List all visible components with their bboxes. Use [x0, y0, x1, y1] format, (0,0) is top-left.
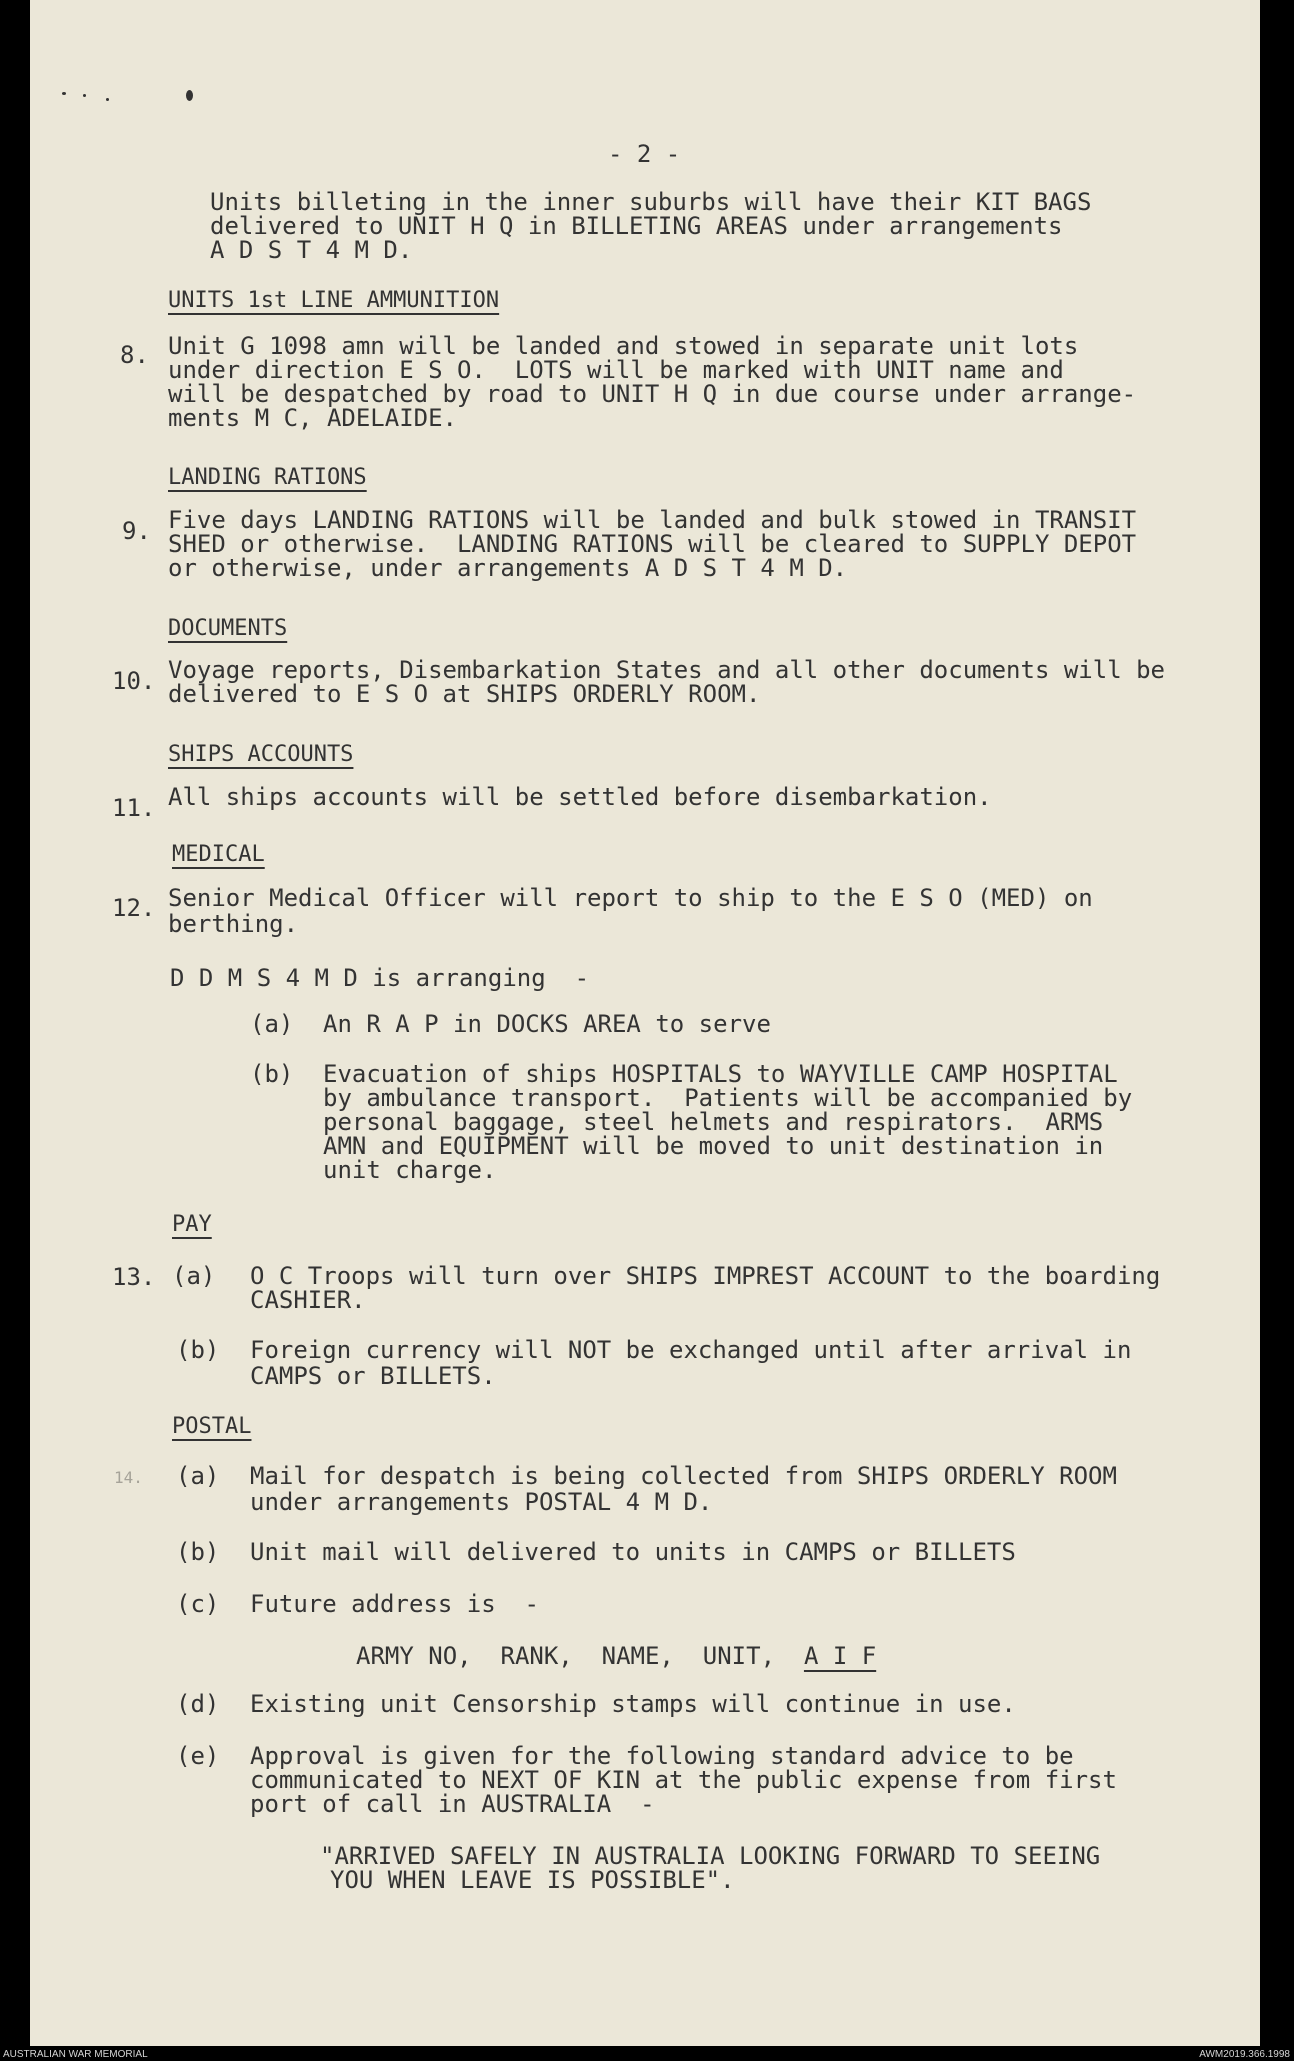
ink-speck	[62, 92, 66, 95]
paragraph-line: under direction E S O. LOTS will be marked with UNIT name and	[168, 356, 1064, 384]
item-label: (e)	[176, 1742, 220, 1770]
paragraph-line: Voyage reports, Disembarkation States and all other documents will be	[168, 656, 1165, 684]
item-label: (c)	[176, 1590, 220, 1618]
item-line: O C Troops will turn over SHIPS IMPREST ACCOUNT to the boarding	[250, 1262, 1161, 1290]
intro-line: Units billeting in the inner suburbs will have their KIT BAGS	[210, 188, 1092, 216]
item-line: by ambulance transport. Patients will be accompanied by	[323, 1084, 1133, 1112]
section-heading: PAY	[172, 1212, 212, 1237]
paragraph-number: 12.	[112, 894, 156, 922]
address-aif: A I F	[803, 1642, 877, 1670]
quote-line: YOU WHEN LEAVE IS POSSIBLE".	[330, 1866, 735, 1894]
item-line: personal baggage, steel helmets and respirators. ARMS	[323, 1108, 1104, 1136]
item-label: (a)	[172, 1262, 216, 1290]
quote-line: "ARRIVED SAFELY IN AUSTRALIA LOOKING FORWARD TO SEEING	[320, 1842, 1101, 1870]
intro-line: delivered to UNIT H Q in BILLETING AREAS under arrangements	[210, 212, 1063, 240]
footer-institution: AUSTRALIAN WAR MEMORIAL	[3, 2049, 148, 2060]
paragraph-number: 11.	[112, 794, 156, 822]
paragraph-line: SHED or otherwise. LANDING RATIONS will be cleared to SUPPLY DEPOT	[168, 530, 1137, 558]
paragraph-line: berthing.	[168, 910, 299, 938]
item-line: Existing unit Censorship stamps will continue in use.	[250, 1690, 1016, 1718]
paragraph-line: will be despatched by road to UNIT H Q in due course under arrange-	[168, 380, 1137, 408]
section-heading: MEDICAL	[172, 842, 265, 867]
footer-reference: AWM2019.366.1998	[1199, 2049, 1290, 2060]
arranging-line: D D M S 4 M D is arranging -	[170, 964, 590, 992]
item-line: Future address is -	[250, 1590, 539, 1618]
item-label: (b)	[176, 1538, 220, 1566]
item-line: Mail for despatch is being collected from SHIPS ORDERLY ROOM	[250, 1462, 1117, 1490]
section-heading: UNITS 1st LINE AMMUNITION	[168, 288, 500, 313]
paragraph-line: ments M C, ADELAIDE.	[168, 404, 457, 432]
ink-speck	[186, 90, 193, 101]
item-line: unit charge.	[323, 1156, 497, 1184]
page-number: - 2 -	[608, 140, 681, 168]
item-line: Evacuation of ships HOSPITALS to WAYVILLE CAMP HOSPITAL	[323, 1060, 1118, 1088]
paragraph-number: 13.	[112, 1263, 156, 1291]
paragraph-line: delivered to E S O at SHIPS ORDERLY ROOM.	[168, 680, 761, 708]
item-line: Approval is given for the following standard advice to be	[250, 1742, 1074, 1770]
paragraph-number: 14.	[114, 1468, 143, 1487]
item-label: (b)	[250, 1060, 294, 1088]
item-line: An R A P in DOCKS AREA to serve	[323, 1010, 771, 1038]
intro-line: A D S T 4 M D.	[210, 236, 413, 264]
paragraph-line: Unit G 1098 amn will be landed and stowed in separate unit lots	[168, 332, 1079, 360]
item-line: port of call in AUSTRALIA -	[250, 1790, 655, 1818]
address-text: ARMY NO, RANK, NAME, UNIT,	[356, 1642, 804, 1670]
section-heading: DOCUMENTS	[168, 616, 288, 641]
archive-footer	[0, 2049, 1294, 2061]
item-line: Unit mail will delivered to units in CAMPS or BILLETS	[250, 1538, 1016, 1566]
item-line: AMN and EQUIPMENT will be moved to unit destination in	[323, 1132, 1104, 1160]
item-line: communicated to NEXT OF KIN at the public expense from first	[250, 1766, 1117, 1794]
section-heading: SHIPS ACCOUNTS	[168, 742, 354, 767]
item-line: CASHIER.	[250, 1286, 366, 1314]
paragraph-number: 9.	[122, 517, 151, 545]
section-heading: LANDING RATIONS	[168, 465, 367, 490]
item-label: (a)	[176, 1462, 220, 1490]
item-label: (b)	[176, 1336, 220, 1364]
ink-speck	[83, 94, 86, 97]
ink-speck	[106, 98, 109, 101]
item-line: under arrangements POSTAL 4 M D.	[250, 1488, 713, 1516]
address-line	[356, 1644, 876, 1668]
item-line: Foreign currency will NOT be exchanged until after arrival in	[250, 1336, 1132, 1364]
paragraph-number: 8.	[120, 341, 149, 369]
paragraph-line: Five days LANDING RATIONS will be landed and bulk stowed in TRANSIT	[168, 506, 1137, 534]
item-label: (d)	[176, 1690, 220, 1718]
item-line: CAMPS or BILLETS.	[250, 1362, 496, 1390]
document-page	[30, 0, 1260, 2046]
paragraph-line: or otherwise, under arrangements A D S T 4 M D.	[168, 554, 848, 582]
paragraph-number: 10.	[112, 667, 156, 695]
item-label: (a)	[250, 1010, 294, 1038]
paragraph-line: All ships accounts will be settled before disembarkation.	[168, 783, 992, 811]
paragraph-line: Senior Medical Officer will report to ship to the E S O (MED) on	[168, 884, 1093, 912]
section-heading: POSTAL	[172, 1414, 252, 1439]
